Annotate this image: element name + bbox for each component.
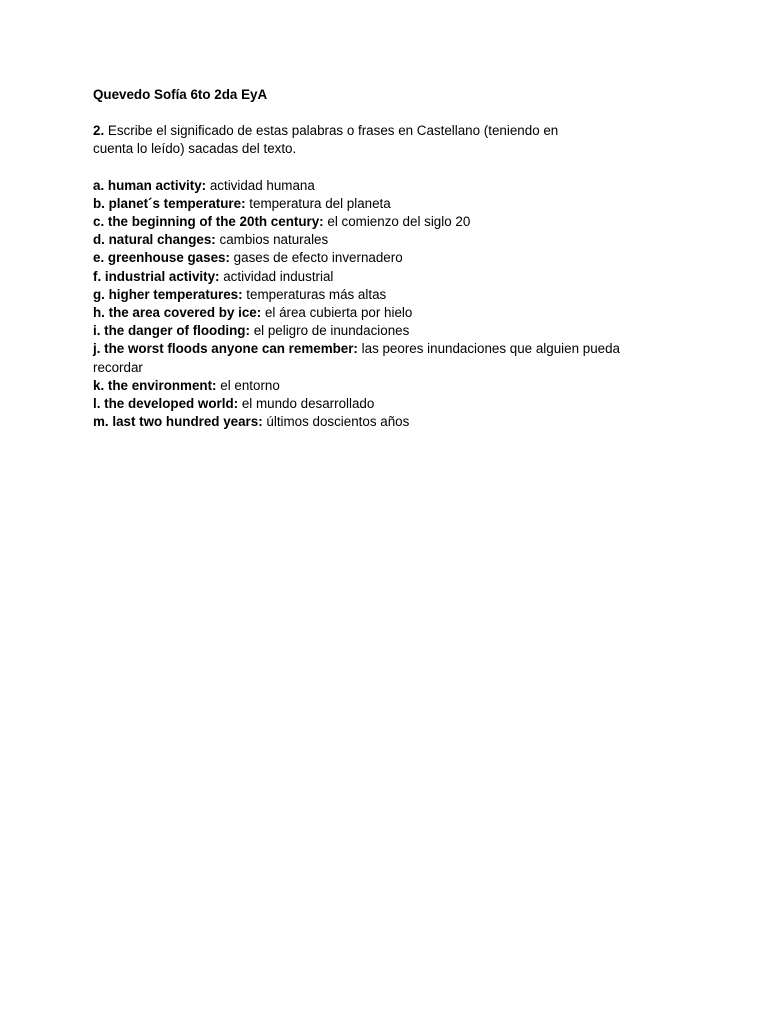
question-text-line-2: cuenta lo leído) sacadas del texto.: [93, 141, 297, 157]
item-meaning: temperatura del planeta: [249, 195, 391, 211]
list-item: [93, 395, 673, 413]
question-prompt: [93, 122, 673, 158]
item-term: h. the area covered by ice:: [93, 305, 262, 321]
list-item: [93, 340, 673, 376]
list-item: [93, 413, 673, 431]
item-meaning: el mundo desarrollado: [241, 396, 375, 412]
document-page: [93, 86, 673, 431]
item-term: f. industrial activity:: [93, 268, 220, 284]
item-meaning: el peligro de inundaciones: [253, 323, 410, 339]
item-meaning: actividad industrial: [223, 268, 334, 284]
list-item: [93, 377, 673, 395]
question-text-line-1: Escribe el significado de estas palabras o frases en Castellano (teniendo en: [107, 123, 559, 139]
document-title: Quevedo Sofía 6to 2da EyA: [93, 87, 268, 102]
item-term: c. the beginning of the 20th century:: [93, 214, 324, 230]
item-meaning: el comienzo del siglo 20: [327, 214, 471, 230]
vocabulary-list: [93, 177, 673, 432]
item-term: k. the environment:: [93, 377, 217, 393]
list-item: [93, 213, 673, 231]
list-item: [93, 268, 673, 286]
list-item: [93, 195, 673, 213]
list-item: [93, 286, 673, 304]
list-item: [93, 231, 673, 249]
item-term: g. higher temperatures:: [93, 286, 243, 302]
list-item: [93, 304, 673, 322]
item-term: m. last two hundred years:: [93, 414, 263, 430]
item-meaning: cambios naturales: [219, 232, 329, 248]
item-meaning: actividad humana: [209, 177, 315, 193]
item-term: a. human activity:: [93, 177, 207, 193]
list-item: [93, 322, 673, 340]
question-number: 2.: [93, 123, 105, 139]
list-item: [93, 177, 673, 195]
item-meaning: gases de efecto invernadero: [233, 250, 403, 266]
item-term: j. the worst floods anyone can remember:: [93, 341, 358, 357]
item-term: b. planet´s temperature:: [93, 195, 246, 211]
item-meaning: las peores inundaciones que alguien pueda recordar: [93, 341, 620, 375]
item-meaning: temperaturas más altas: [246, 286, 387, 302]
item-term: e. greenhouse gases:: [93, 250, 230, 266]
item-term: l. the developed world:: [93, 396, 239, 412]
list-item: [93, 249, 673, 267]
item-meaning: el área cubierta por hielo: [264, 305, 413, 321]
item-term: i. the danger of flooding:: [93, 323, 250, 339]
item-meaning: el entorno: [220, 377, 280, 393]
item-term: d. natural changes:: [93, 232, 216, 248]
item-meaning: últimos doscientos años: [266, 414, 410, 430]
